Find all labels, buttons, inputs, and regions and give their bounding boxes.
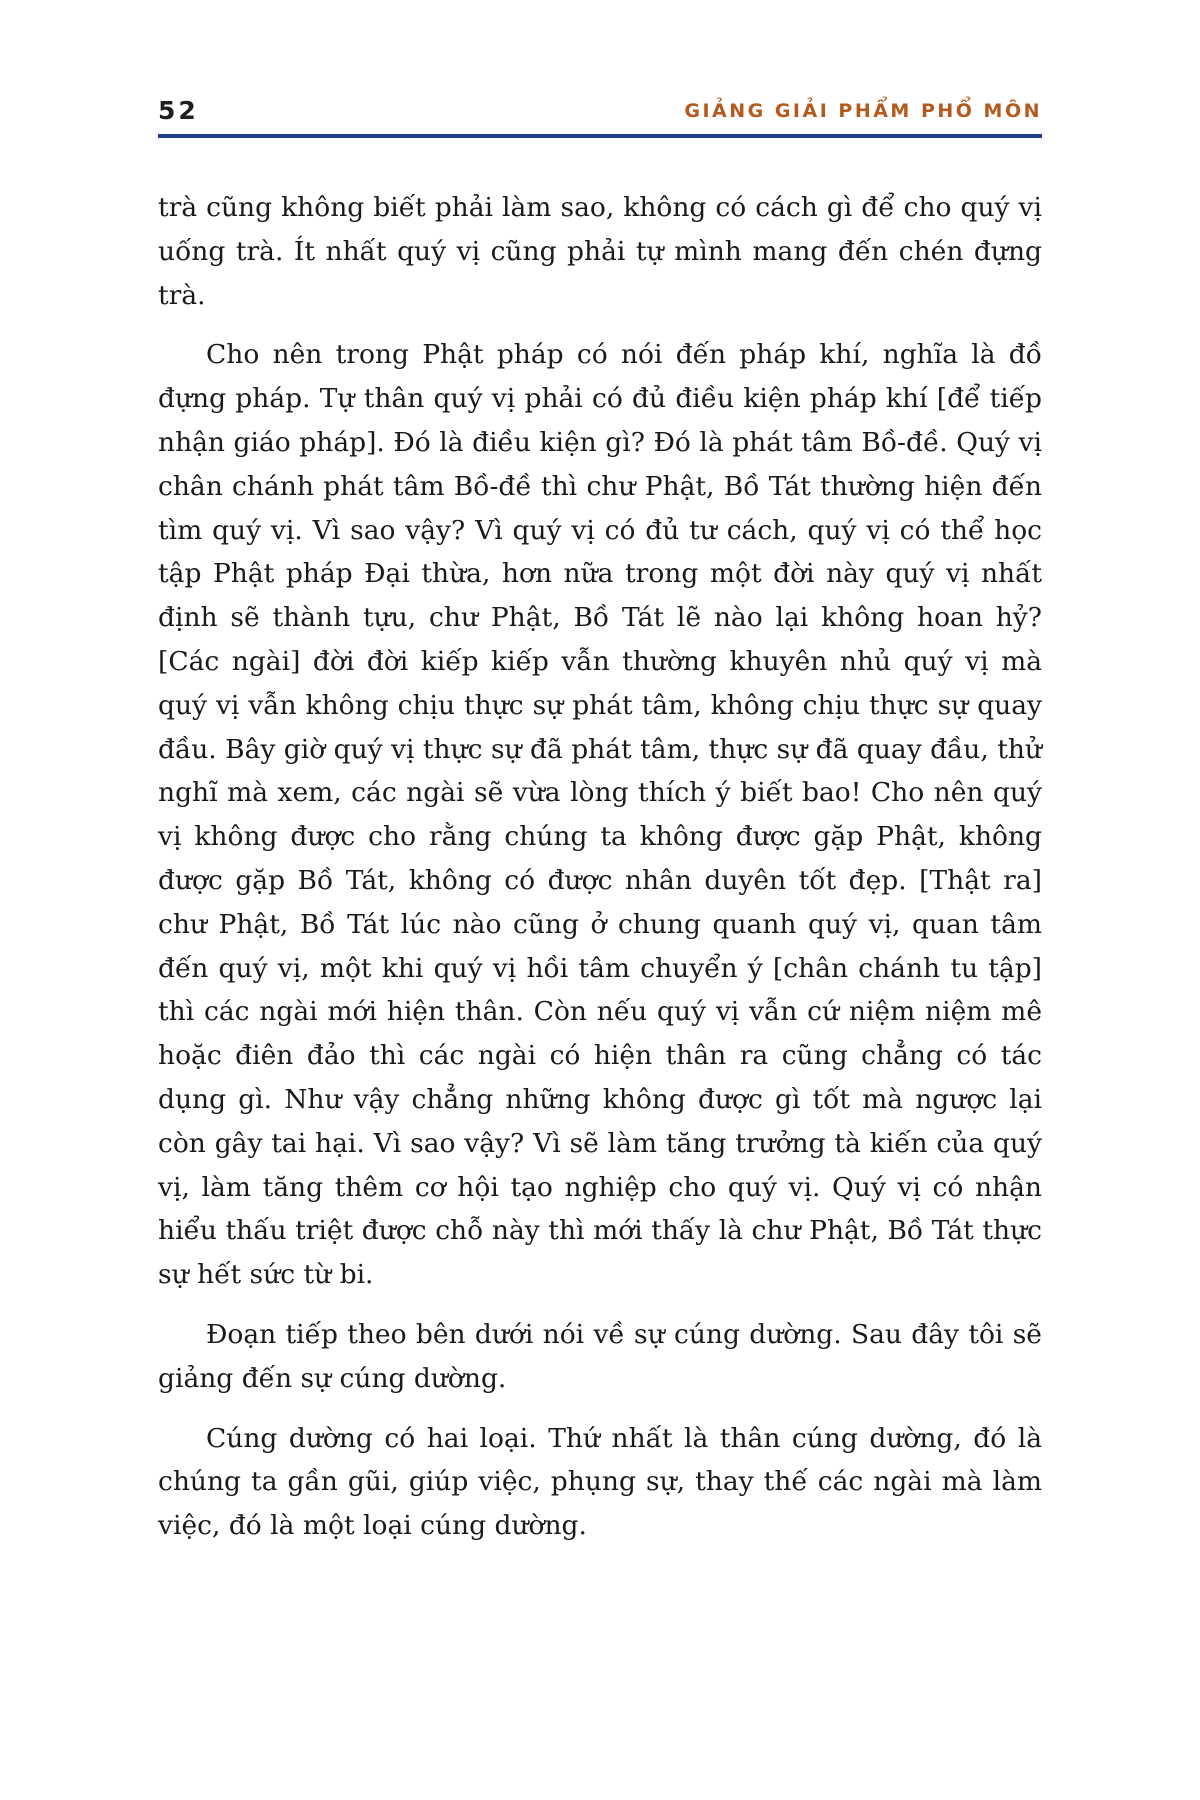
paragraph-continued: trà cũng không biết phải làm sao, không có cách gì để cho quý vị uống trà. Ít nhất quý vị cũng phải tự mình mang đến chén đựng trà. xyxy=(158,192,1042,311)
body-text xyxy=(158,186,1042,1564)
header-rule xyxy=(158,134,1042,138)
paragraph-offering-types: Cúng dường có hai loại. Thứ nhất là thân cúng dường, đó là chúng ta gần gũi, giúp việc, phụng sự, thay thế các ngài mà làm việc, đó là một loại cúng dường. xyxy=(158,1422,1042,1542)
page-header xyxy=(158,96,1042,136)
running-title: GIẢNG GIẢI PHẨM PHỔ MÔN xyxy=(684,100,1042,122)
paragraph-dharma-vessel: Cho nên trong Phật pháp có nói đến pháp khí, nghĩa là đồ đựng pháp. Tự thân quý vị phải có đủ điều kiện pháp khí [để tiếp nhận giáo pháp]. Đó là điều kiện gì? Đó là phát tâm Bồ-đề. Quý vị chân chánh phát tâm Bồ-đề thì chư Phật, Bồ Tát thường hiện đến tìm quý vị. Vì sao vậy? Vì quý vị có đủ tư cách, quý vị có thể học tập Phật pháp Đại thừa, hơn nữa trong một đời này quý vị nhất định sẽ thành tựu, chư Phật, Bồ Tát lẽ nào lại không hoan hỷ? [Các ngài] đời đời kiếp kiếp vẫn thường khuyên nhủ quý vị mà quý vị vẫn không chịu thực sự phát tâm, không chịu thực sự quay đầu. Bây giờ quý vị thực sự đã phát tâm, thực sự đã quay đầu, thử nghĩ mà xem, các ngài sẽ vừa lòng thích ý biết bao! Cho nên quý vị không được cho rằng chúng ta không được gặp Phật, không được gặp Bồ Tát, không có được nhân duyên tốt đẹp. [Thật ra] chư Phật, Bồ Tát lúc nào cũng ở chung quanh quý vị, quan tâm đến quý vị, một khi quý vị hồi tâm chuyển ý [chân chánh tu tập] thì các ngài mới hiện thân. Còn nếu quý vị vẫn cứ niệm niệm mê hoặc điên đảo thì các ngài có hiện thân ra cũng chẳng có tác dụng gì. Như vậy chẳng những không được gì tốt mà ngược lại còn gây tai hại. Vì sao vậy? Vì sẽ làm tăng trưởng tà kiến của quý vị, làm tăng thêm cơ hội tạo nghiệp cho quý vị. Quý vị có nhận hiểu thấu triệt được chỗ này thì mới thấy là chư Phật, Bồ Tát thực sự hết sức từ bi. xyxy=(158,339,1042,1291)
paragraph-offering-intro: Đoạn tiếp theo bên dưới nói về sự cúng dường. Sau đây tôi sẽ giảng đến sự cúng dường. xyxy=(158,1318,1042,1394)
page-number: 52 xyxy=(158,96,199,125)
